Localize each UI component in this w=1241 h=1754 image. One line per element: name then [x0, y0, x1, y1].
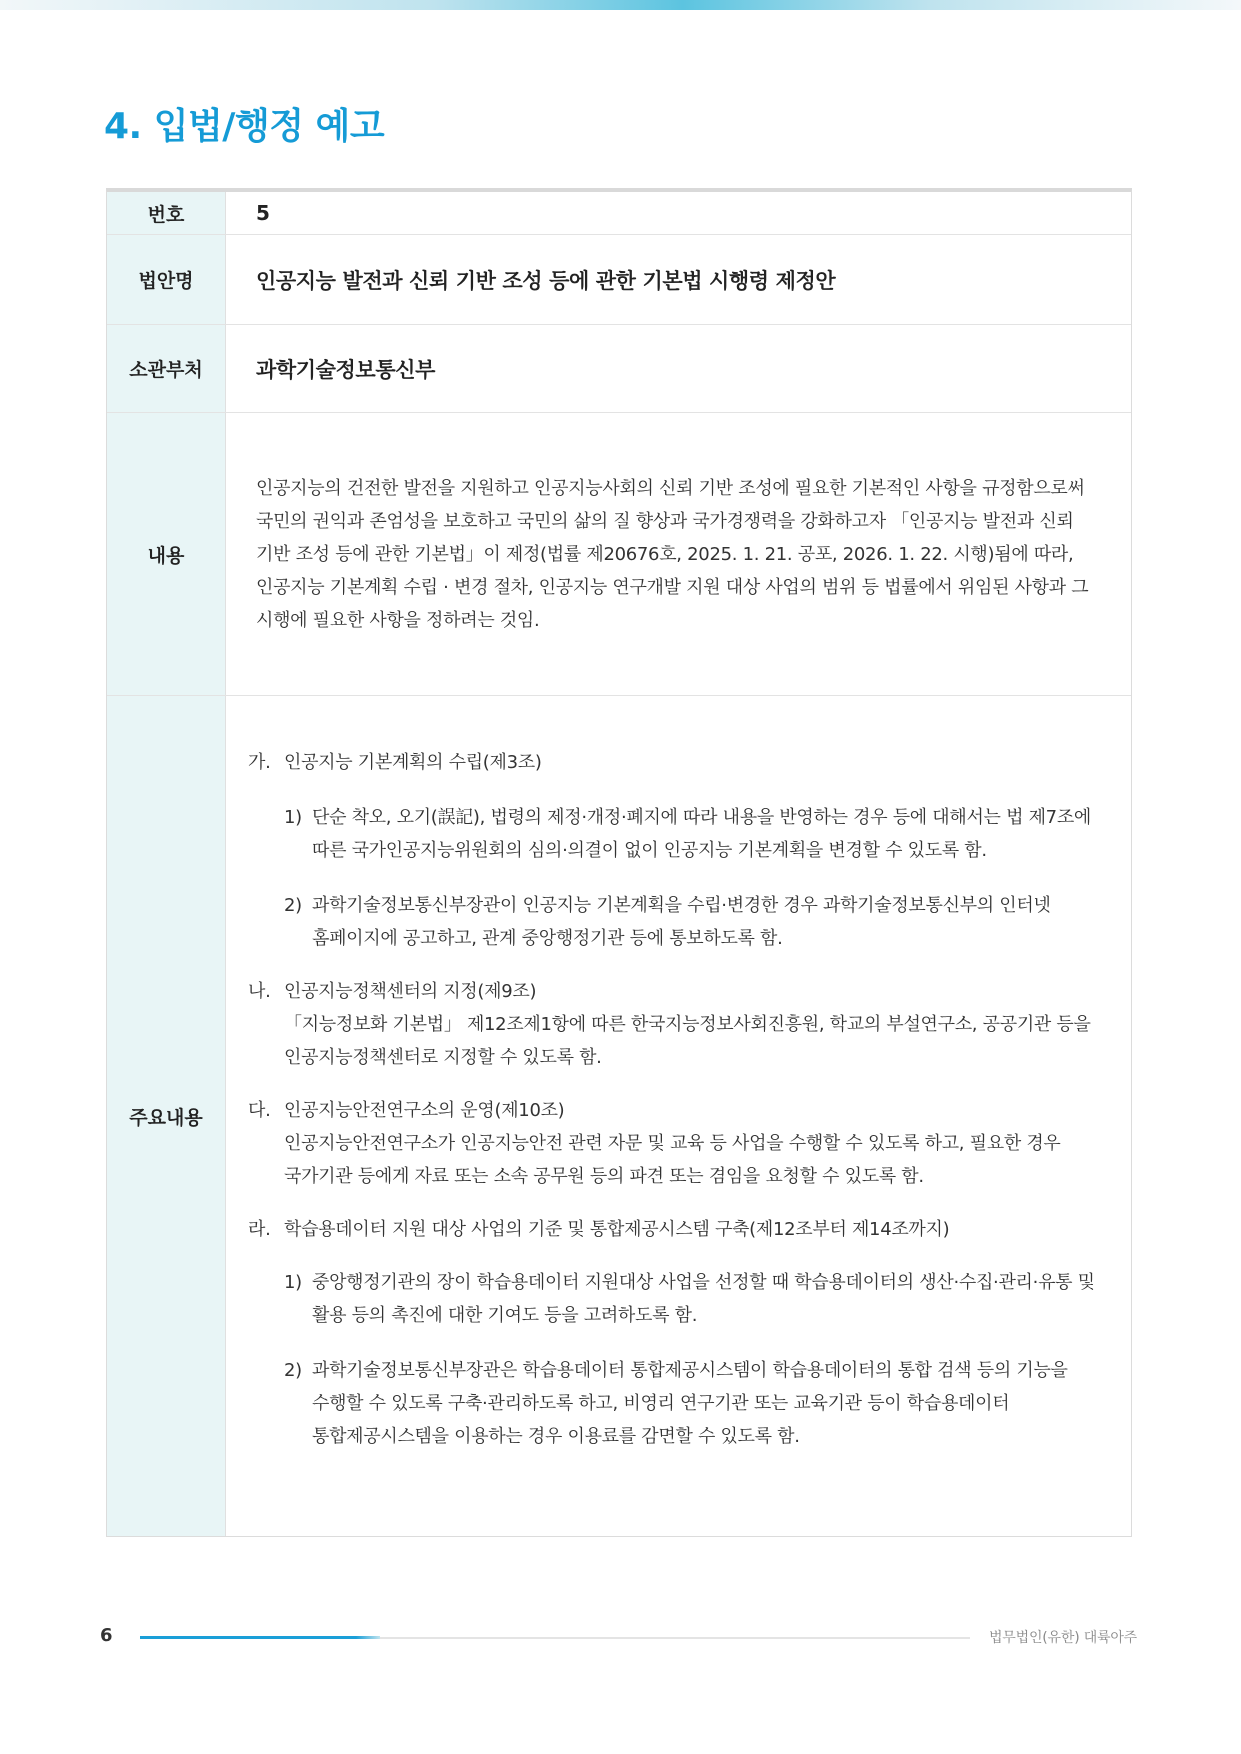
item-line: 「지능정보화 기본법」 제12조제1항에 따른 한국지능정보사회진흥원, 학교의 부설연구소, 공공기관 등을	[284, 1014, 1091, 1035]
row-number	[107, 192, 1131, 235]
sub-marker: 2)	[284, 895, 302, 916]
content-paragraph	[256, 472, 1088, 637]
item-marker: 다.	[248, 1100, 271, 1121]
sub-item-ra-2	[284, 1354, 1103, 1453]
sub-line: 홈페이지에 공고하고, 관계 중앙행정기관 등에 통보하도록 함.	[312, 928, 783, 949]
content-line: 시행에 필요한 사항을 정하려는 것임.	[256, 609, 540, 631]
item-marker: 가.	[248, 752, 271, 773]
sub-marker: 1)	[284, 807, 302, 828]
footer-brand: 법무법인(유한) 대륙아주	[988, 1630, 1137, 1646]
list-item-ga	[248, 746, 1103, 779]
sub-item-ra-1	[284, 1266, 1103, 1332]
value-main-content	[226, 696, 1131, 1536]
label-main-content: 주요내용	[107, 696, 226, 1536]
item-text	[284, 1127, 1103, 1193]
content-line: 국민의 권익과 존엄성을 보호하고 국민의 삶의 질 향상과 국가경쟁력을 강화하고자 「인공지능 발전과 신뢰	[256, 510, 1074, 532]
sub-line: 중앙행정기관의 장이 학습용데이터 지원대상 사업을 선정할 때 학습용데이터의 생산·수집·관리·유통 및	[312, 1272, 1095, 1293]
sub-line: 단순 착오, 오기(誤記), 법령의 제정·개정·폐지에 따라 내용을 반영하는 경우 등에 대해서는 법 제7조에	[312, 807, 1091, 828]
sub-text	[312, 1354, 1103, 1453]
legislative-notice-table	[106, 188, 1132, 1537]
list-item-na	[248, 975, 1103, 1008]
sub-line: 과학기술정보통신부장관은 학습용데이터 통합제공시스템이 학습용데이터의 통합 검색 등의 기능을	[312, 1360, 1068, 1381]
sub-line: 활용 등의 촉진에 대한 기여도 등을 고려하도록 함.	[312, 1305, 698, 1326]
value-ministry: 과학기술정보통신부	[256, 357, 435, 382]
label-number: 번호	[107, 192, 226, 234]
item-line: 국가기관 등에게 자료 또는 소속 공무원 등의 파견 또는 겸임을 요청할 수 있도록 함.	[284, 1166, 924, 1187]
sub-line: 통합제공시스템을 이용하는 경우 이용료를 감면할 수 있도록 함.	[312, 1426, 800, 1447]
row-bill-name	[107, 235, 1131, 325]
content-line: 인공지능의 건전한 발전을 지원하고 인공지능사회의 신뢰 기반 조성에 필요한 기본적인 사항을 규정함으로써	[256, 477, 1085, 499]
sub-line: 따른 국가인공지능위원회의 심의·의결이 없이 인공지능 기본계획을 변경할 수 있도록 함.	[312, 840, 987, 861]
item-text	[284, 1008, 1103, 1074]
label-content: 내용	[107, 413, 226, 695]
sub-line: 수행할 수 있도록 구축·관리하도록 하고, 비영리 연구기관 또는 교육기관 등이 학습용데이터	[312, 1393, 1010, 1414]
item-title: 인공지능 기본계획의 수립(제3조)	[284, 752, 542, 773]
content-line: 기반 조성 등에 관한 기본법」이 제정(법률 제20676호, 2025. 1. 21. 공포, 2026. 1. 22. 시행)됨에 따라,	[256, 543, 1074, 565]
page-number: 6	[100, 1625, 113, 1646]
value-bill-name: 인공지능 발전과 신뢰 기반 조성 등에 관한 기본법 시행령 제정안	[256, 268, 836, 293]
sub-text	[312, 1266, 1103, 1332]
sub-item-ga-2	[284, 889, 1103, 955]
section-title: 4. 입법/행정 예고	[104, 106, 385, 147]
footer-accent-line	[140, 1636, 380, 1639]
value-number: 5	[256, 201, 270, 225]
sub-text	[312, 801, 1103, 867]
row-ministry	[107, 325, 1131, 413]
sub-marker: 2)	[284, 1360, 302, 1381]
top-gradient-bar	[0, 0, 1241, 10]
label-bill-name: 법안명	[107, 235, 226, 324]
item-title: 인공지능안전연구소의 운영(제10조)	[284, 1100, 565, 1121]
content-line: 인공지능 기본계획 수립 · 변경 절차, 인공지능 연구개발 지원 대상 사업의 범위 등 법률에서 위임된 사항과 그	[256, 576, 1089, 598]
item-title: 학습용데이터 지원 대상 사업의 기준 및 통합제공시스템 구축(제12조부터 제14조까지)	[284, 1219, 950, 1240]
row-main-content	[107, 696, 1131, 1536]
sub-line: 과학기술정보통신부장관이 인공지능 기본계획을 수립·변경한 경우 과학기술정보통신부의 인터넷	[312, 895, 1051, 916]
item-line: 인공지능안전연구소가 인공지능안전 관련 자문 및 교육 등 사업을 수행할 수 있도록 하고, 필요한 경우	[284, 1133, 1061, 1154]
list-item-da	[248, 1094, 1103, 1127]
item-marker: 나.	[248, 981, 271, 1002]
item-marker: 라.	[248, 1219, 271, 1240]
row-content	[107, 413, 1131, 696]
sub-text	[312, 889, 1103, 955]
item-line: 인공지능정책센터로 지정할 수 있도록 함.	[284, 1047, 602, 1068]
sub-marker: 1)	[284, 1272, 302, 1293]
value-content	[226, 413, 1131, 695]
item-title: 인공지능정책센터의 지정(제9조)	[284, 981, 537, 1002]
label-ministry: 소관부처	[107, 325, 226, 412]
list-item-ra	[248, 1213, 1103, 1246]
sub-item-ga-1	[284, 801, 1103, 867]
